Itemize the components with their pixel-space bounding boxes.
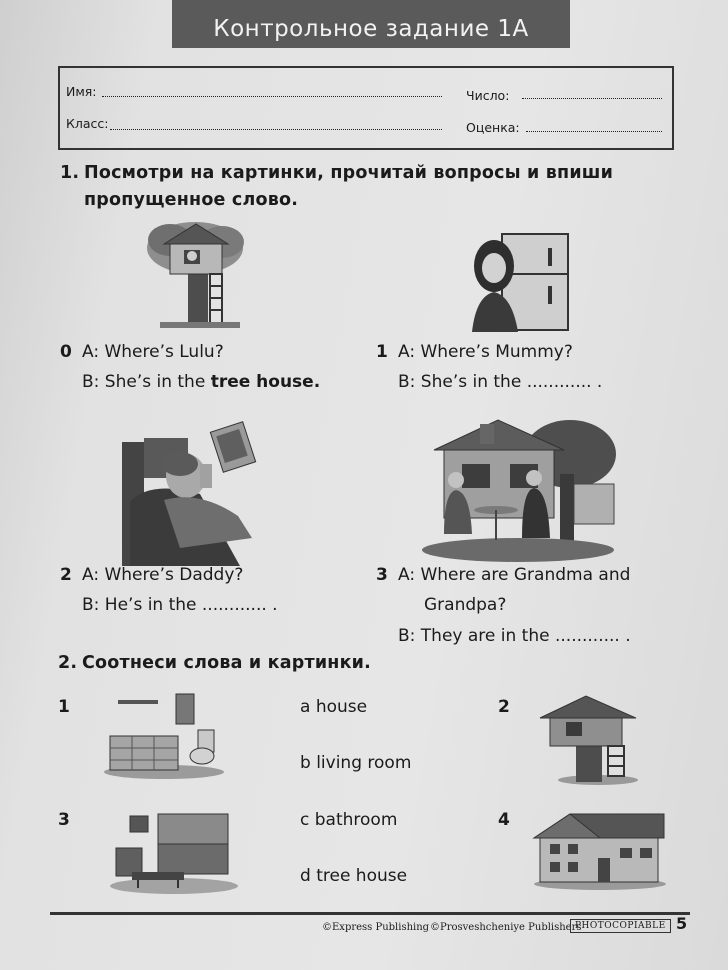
student-info-box <box>58 66 674 150</box>
publisher-credit-2: ©Prosveshcheniye Publishers <box>430 922 582 933</box>
answer-blank[interactable]: ............ . <box>554 626 631 646</box>
picture-number-2: 2 <box>498 697 510 717</box>
bathroom-picture <box>102 690 226 780</box>
word-b: b living room <box>300 753 412 773</box>
mummy-kitchen-picture <box>468 232 578 332</box>
task1-item1-question: A: Where’s Mummy? <box>398 342 573 362</box>
task1-item0-question: A: Where’s Lulu? <box>82 342 224 362</box>
word-d: d tree house <box>300 866 408 886</box>
grandparents-garden-picture <box>420 414 616 564</box>
house-picture <box>530 808 670 890</box>
picture-number-1: 1 <box>58 697 70 717</box>
date-label: Число: <box>466 88 510 103</box>
living-room-picture <box>104 804 240 896</box>
publisher-credit-1: ©Express Publishing <box>322 922 430 933</box>
daddy-armchair-picture <box>120 420 272 568</box>
answer-blank[interactable]: ............ . <box>526 372 603 392</box>
name-field[interactable] <box>102 96 442 97</box>
class-label: Класс: <box>66 116 109 131</box>
task2-instruction: Соотнеси слова и картинки. <box>82 653 371 673</box>
task2-number: 2. <box>58 653 78 673</box>
photocopiable-badge: PHOTOCOPIABLE <box>570 919 671 933</box>
task1-instruction: Посмотри на картинки, прочитай вопросы и впиши <box>84 163 614 183</box>
task1-item3-question: A: Where are Grandma and <box>398 565 631 585</box>
grade-field[interactable] <box>526 131 662 132</box>
task1-item2-question: A: Where’s Daddy? <box>82 565 244 585</box>
page-number: 5 <box>676 914 688 933</box>
task1-item2-number: 2 <box>60 565 72 585</box>
date-field[interactable] <box>522 98 662 99</box>
task1-item3-question-line2: Grandpa? <box>424 595 507 615</box>
task1-item1-answer: B: She’s in the ............ . <box>398 372 603 392</box>
task1-item0-answer: B: She’s in the tree house. <box>82 372 321 392</box>
class-field[interactable] <box>110 129 442 130</box>
grade-label: Оценка: <box>466 120 520 135</box>
task1-instruction-line2: пропущенное слово. <box>84 190 299 210</box>
task1-item0-number: 0 <box>60 342 72 362</box>
task1-item2-answer: B: He’s in the ............ . <box>82 595 278 615</box>
word-c: c bathroom <box>300 810 398 830</box>
task1-number: 1. <box>60 163 80 183</box>
picture-number-3: 3 <box>58 810 70 830</box>
tree-house-small-picture <box>532 690 652 786</box>
task1-item3-number: 3 <box>376 565 388 585</box>
footer-rule <box>50 912 690 915</box>
answer-blank[interactable]: ............ . <box>201 595 278 615</box>
word-a: a house <box>300 697 368 717</box>
task1-item1-number: 1 <box>376 342 388 362</box>
task1-item3-answer: B: They are in the ............ . <box>398 626 631 646</box>
picture-number-4: 4 <box>498 810 510 830</box>
page-title: Контрольное задание 1A <box>213 16 529 42</box>
tree-house-picture <box>140 218 260 330</box>
name-label: Имя: <box>66 84 97 99</box>
